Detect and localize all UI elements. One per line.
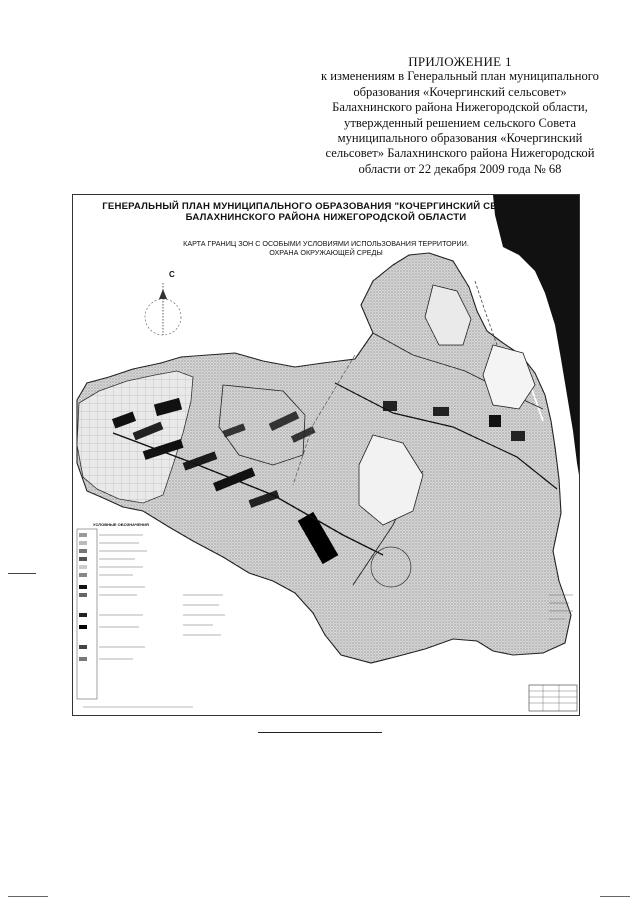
map-subtitle-line-2: ОХРАНА ОКРУЖАЮЩЕЙ СРЕДЫ <box>269 248 383 257</box>
appendix-line-7: области от 22 декабря 2009 года № 68 <box>358 161 562 176</box>
legend-heading: УСЛОВНЫЕ ОБОЗНАЧЕНИЯ <box>93 522 149 527</box>
appendix-title: ПРИЛОЖЕНИЕ 1 <box>408 54 512 69</box>
appendix-line-5: муниципального образования «Кочергинский <box>337 131 583 146</box>
appendix-line-2: образования «Кочергинский сельсовет» <box>353 84 567 99</box>
map-drawing <box>73 195 579 715</box>
appendix-header <box>300 54 620 177</box>
map-subtitle-line-1: КАРТА ГРАНИЦ ЗОН С ОСОБЫМИ УСЛОВИЯМИ ИСПОЛЬЗОВАНИЯ ТЕРРИТОРИИ. <box>183 239 469 248</box>
map-title <box>73 201 579 223</box>
appendix-line-6: сельсовет» Балахнинского района Нижегородской <box>325 146 595 161</box>
appendix-line-4: утвержденный решением сельского Совета <box>344 115 576 130</box>
signature-rule <box>258 732 382 733</box>
appendix-line-3: Балахнинского района Нижегородской области, <box>332 100 588 115</box>
appendix-line-1: к изменениям в Генеральный план муниципального <box>321 69 599 84</box>
margin-mark <box>8 573 36 574</box>
map-title-line-2: БАЛАХНИНСКОГО РАЙОНА НИЖЕГОРОДСКОЙ ОБЛАСТИ <box>185 212 467 223</box>
map-title-line-1: ГЕНЕРАЛЬНЫЙ ПЛАН МУНИЦИПАЛЬНОГО ОБРАЗОВАНИЯ "КОЧЕРГИНСКИЙ СЕЛЬСОВЕТ" <box>102 201 550 212</box>
bottom-mark-right <box>600 896 630 897</box>
map-sheet <box>72 194 580 716</box>
map-subtitle <box>73 239 579 257</box>
compass-north-label: С <box>169 270 175 279</box>
bottom-mark-left <box>8 896 48 897</box>
